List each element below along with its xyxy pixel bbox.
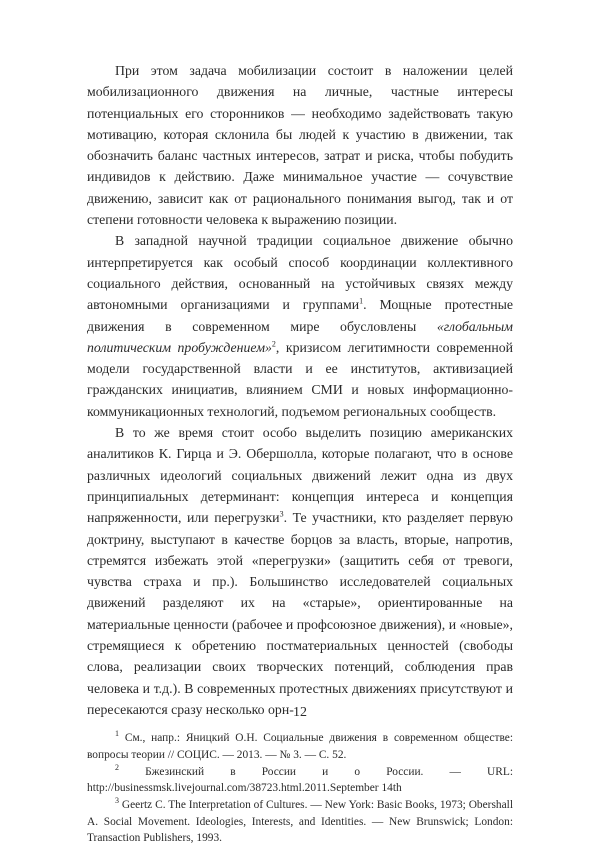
footnote-3 <box>87 797 513 847</box>
footnote-ref-1: 1 <box>359 296 364 306</box>
footnote-number: 2 <box>115 762 119 772</box>
footnotes <box>87 730 513 847</box>
paragraph-1: При этом задача мобилизации состоит в наложении целей мобилизационного движения на личные, частные интересы потенциальных его сторонников — необходимо задействовать такую мотивацию, которая склонила бы людей к участию в движении, так обозначить баланс частных интересов, затрат и риска, чтобы побудить индивидов к действию. Даже минимальное участие — сочувствие движению, зависит как от рационального понимания выгод, так и от степени готовности человека к выражению позиции. <box>87 63 513 228</box>
paragraph-3 <box>87 422 513 720</box>
footnote-ref-3: 3 <box>279 509 284 519</box>
footnote-text: См., напр.: Яницкий О.Н. Социальные движения в современном обществе: вопросы теории // СОЦИС. — 2013. — № 3. — С. 52. <box>87 732 513 761</box>
footnote-number: 1 <box>115 729 119 739</box>
main-text <box>87 60 513 720</box>
footnote-text: Geertz C. The Interpretation of Cultures. — New York: Basic Books, 1973; Obershall A. Social Movement. Ideologies, Interests, and Identities. — New Brunswick; London: Transaction Publishers, 1993. <box>87 799 513 845</box>
page-number: 12 <box>293 705 307 720</box>
paragraph-2 <box>87 230 513 422</box>
paragraph-3-part-a: В то же время стоит особо выделить позицию американских аналитиков К. Гирца и Э. Обершолла, которые полагают, что в основе различных идеологий социальных движений лежит одна из двух принципиальных детерминант: концепция интереса и концепция напряженности, или перегрузки <box>87 425 513 526</box>
footnote-text: Бжезинский в России и о России. — URL: http://businessmsk.livejournal.com/38723.html.2011.September 14th <box>87 765 513 795</box>
italic-quote: «глобальным политическим пробуждением» <box>87 318 513 355</box>
footnote-number: 3 <box>115 796 119 806</box>
paragraph-2-part-a: В западной научной традиции социальное движение обычно интерпретируется как особый способ координации коллективного социального действия, основанный на устойчивых связях между автономными организациями и группами <box>87 233 513 313</box>
footnote-1 <box>87 730 513 763</box>
footnote-ref-2: 2 <box>271 339 276 349</box>
paragraph-2-part-c: , кризисом легитимности современной модели государственной власти и ее институтов, активизацией гражданских инициатив, влиянием СМИ и новых информационно-коммуникационных технологий, подъемом региональных сообществ. <box>87 339 513 419</box>
footnote-2 <box>87 764 513 797</box>
paragraph-3-part-b: . Те участники, кто разделяет первую доктрину, выступают в качестве борцов за власть, вторые, напротив, стремятся избежать этой «перегрузки» (защитить себя от тревоги, чувства страха и пр.). Большинство исследователей социальных движений разделяют их на «старые», ориентированные на материальные ценности (рабочее и профсоюзное движения), и «новые», стремящиеся к обретению постматериальных ценностей (свободы слова, реализации своих творческих потенций, соблюдения прав человека и т.д.). В современных протестных движениях присутствуют и пересекаются сразу несколько орн- <box>87 510 513 717</box>
paragraph-2-part-b: . Мощные протестные движения в современном мире обусловлены <box>87 297 514 334</box>
